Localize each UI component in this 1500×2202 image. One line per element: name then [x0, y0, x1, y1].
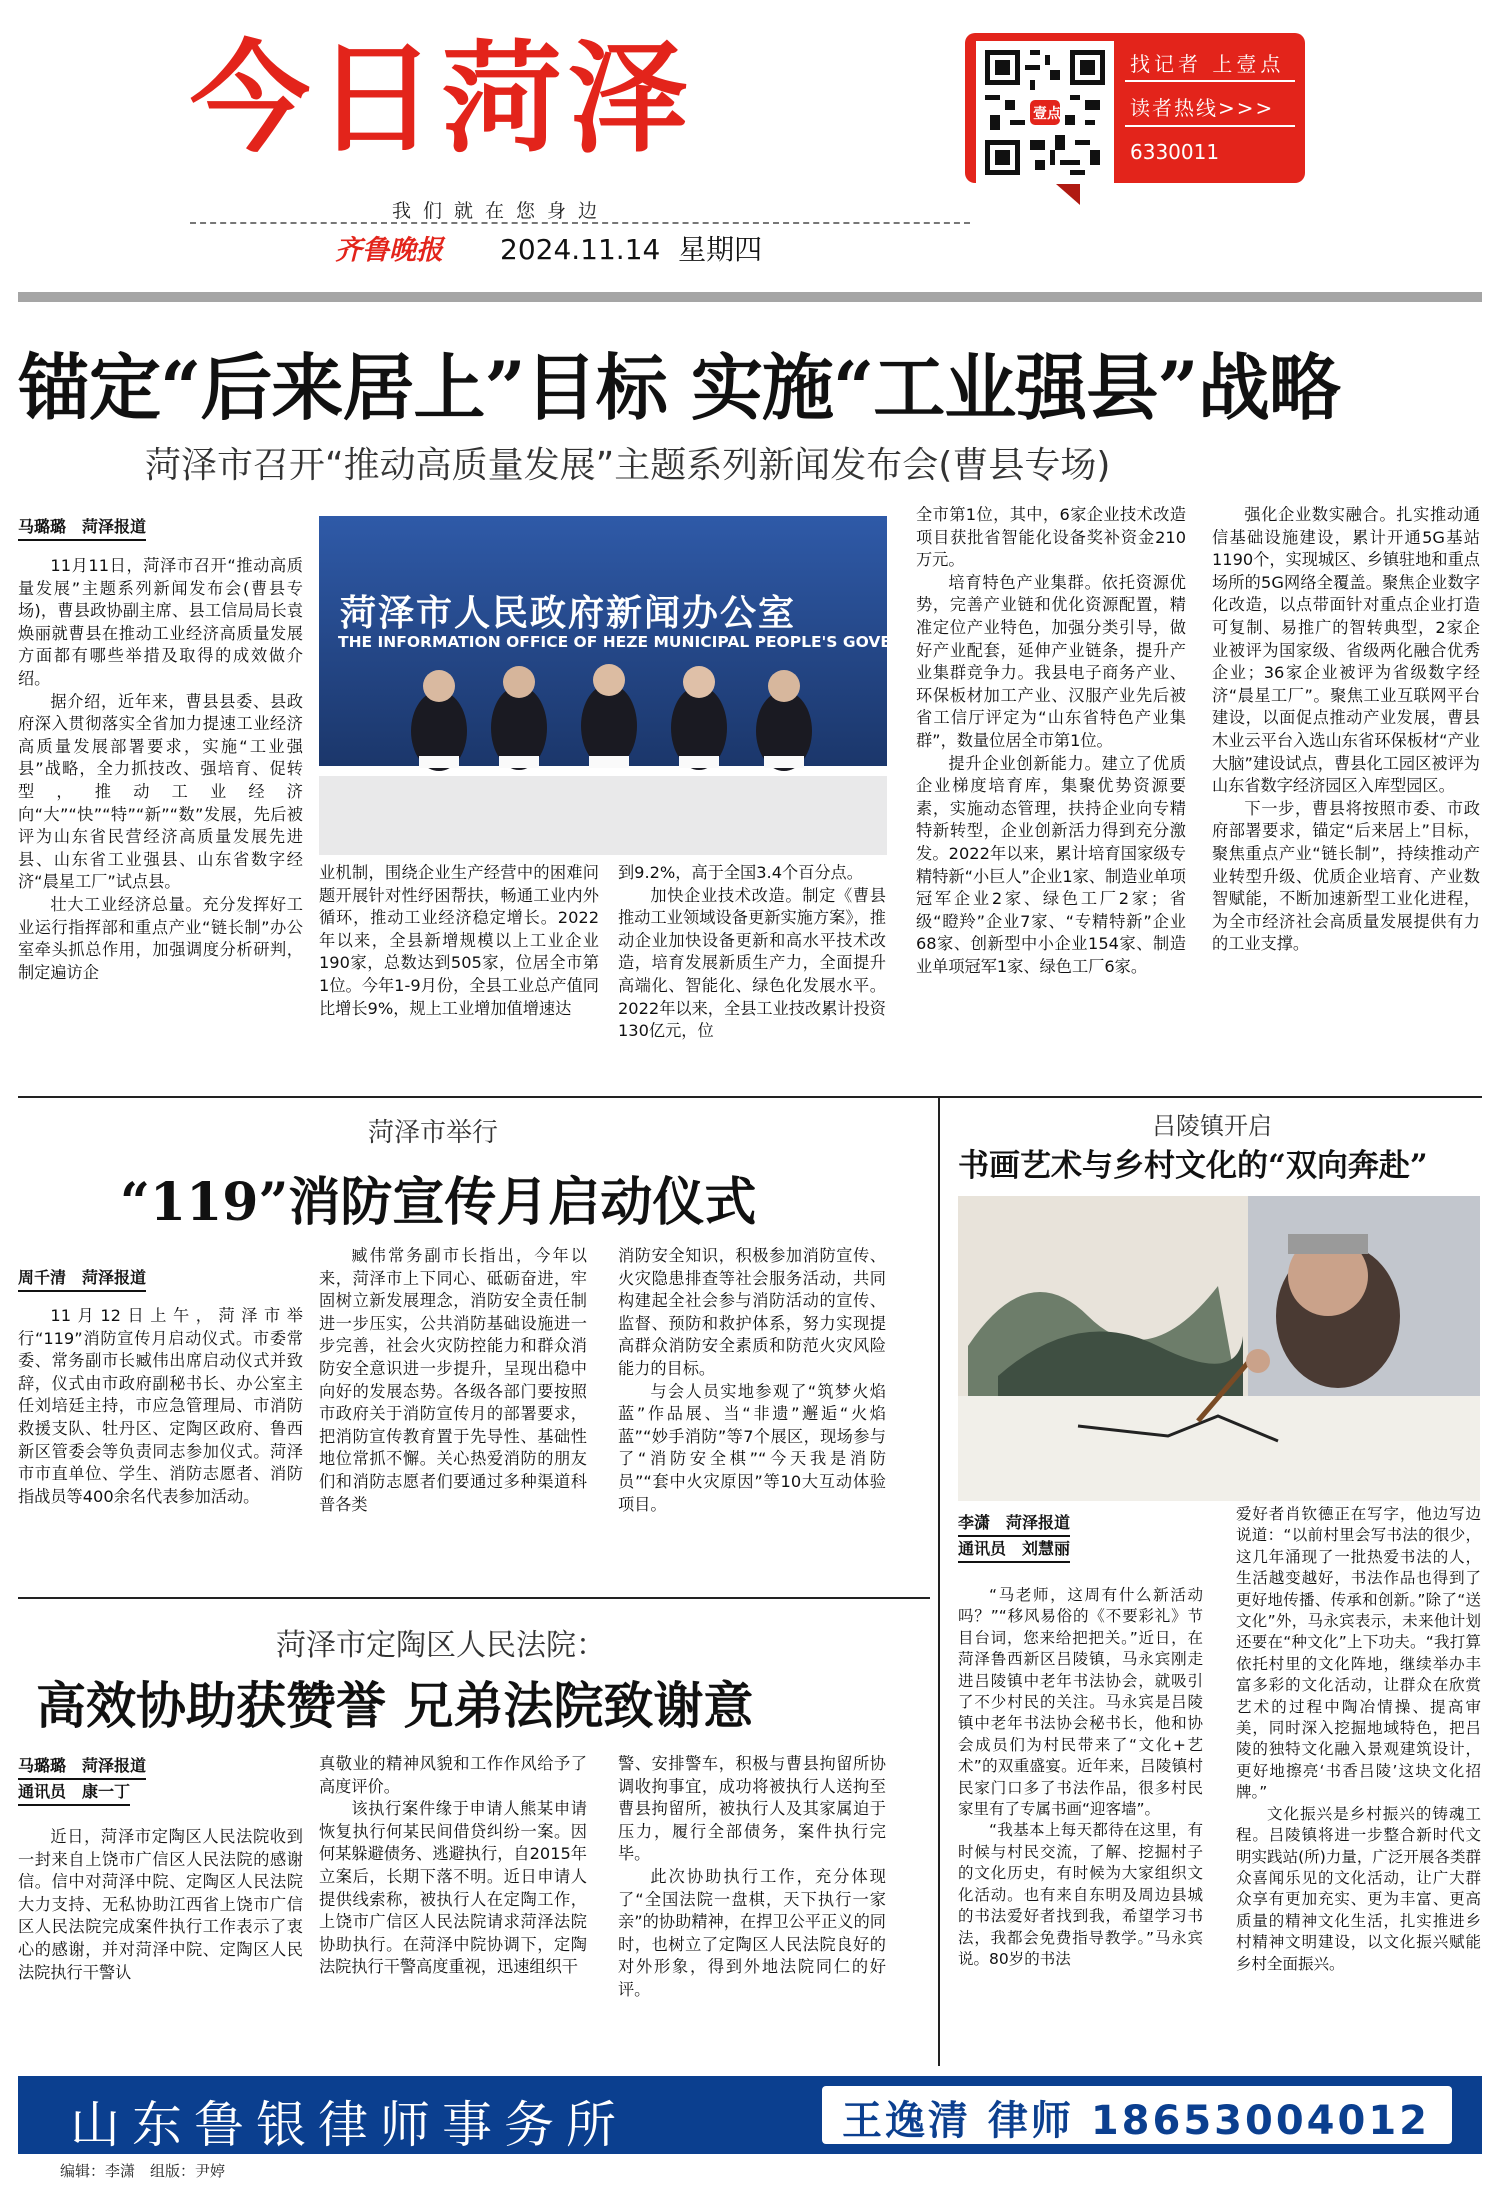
court-byline: 马璐璐 菏泽报道 — [18, 1753, 146, 1780]
art-column-1 — [958, 1585, 1203, 2067]
lead-byline: 马璐璐 菏泽报道 — [18, 514, 146, 541]
fire-column-1 — [18, 1305, 303, 1575]
art-byline-correspondent: 通讯员 刘慧丽 — [958, 1536, 1070, 1563]
paragraph: 下一步，曹县将按照市委、市政府部署要求，锚定“后来居上”目标，聚焦重点产业“链长制”，持续推动产业转型升级、优质企业培育、产业数智赋能，不断加速新型工业化进程，为全市经济社会高质量发展提供有力的工业支撑。 — [1212, 798, 1480, 954]
art-kicker: 吕陵镇开启 — [1152, 1112, 1272, 1140]
paragraph: 11月11日，菏泽市召开“推动高质量发展”主题系列新闻发布会(曹县专场)，曹县政协副主席、县工信局局长袁焕丽就曹县在推动工业经济高质量发展方面都有哪些举措及取得的成效做介绍。 — [18, 556, 303, 688]
paragraph: 此次协助执行工作，充分体现了“全国法院一盘棋，天下执行一家亲”的协助精神，在捍卫公平正义的同时，也树立了定陶区人民法院良好的对外形象，得到外地法院同仁的好评。 — [618, 1866, 886, 1999]
calligrapher-photo — [958, 1196, 1480, 1501]
paragraph: 业机制，围绕企业生产经营中的困难问题开展针对性纾困帮扶，畅通工业内外循环，推动工业经济稳定增长。2022年以来，全县新增规模以上工业企业190家，总数达到505家，位居全市第1位。今年1-9月份，全县工业总产值同比增长9%，规上工业增加值增速达 — [319, 863, 599, 1018]
fire-column-3 — [618, 1245, 886, 1575]
lead-column-2 — [319, 862, 599, 1077]
paragraph: 提升企业创新能力。建立了优质企业梯度培育库，集聚优势资源要素，实施动态管理，扶持企业向专精特新转型，企业创新活力得到充分激发。2022年以来，累计培育国家级专精特新“小巨人”企业1家、制造业单项冠军企业2家、绿色工厂2家；省级“瞪羚”企业7家、“专精特新”企业68家、创新型中小企业154家、制造业单项冠军1家、绿色工厂6家。 — [916, 753, 1186, 976]
promo-divider — [1125, 80, 1295, 82]
paragraph: 近日，菏泽市定陶区人民法院收到一封来自上饶市广信区人民法院的感谢信。信中对菏泽中院、定陶区人民法院大力支持、无私协助江西省上饶市广信区人民法院完成案件执行工作表示了衷心的感谢，并对菏泽中院、定陶区人民法院执行干警认 — [18, 1827, 303, 1982]
masthead-divider — [190, 222, 970, 224]
paragraph: 警、安排警车，积极与曹县拘留所协调收拘事宜，成功将被执行人送拘至曹县拘留所，被执行人及其家属迫于压力，履行全部债务，案件执行完毕。 — [618, 1754, 886, 1864]
fire-kicker: 菏泽市举行 — [368, 1118, 499, 1148]
paragraph: 全市第1位，其中，6家企业技术改造项目获批省智能化设备奖补资金210万元。 — [916, 505, 1186, 570]
paragraph: 加快企业技术改造。制定《曹县推动工业领域设备更新实施方案》，推动企业加快设备更新和高水平技术改造，培育发展新质生产力，全面提升高端化、智能化、绿色化发展水平。2022年以来，全县工业技改累计投资130亿元，位 — [618, 885, 886, 1041]
promo-hotline-number: 6330011 — [1130, 140, 1220, 164]
court-column-2 — [319, 1753, 587, 2066]
fire-column-2 — [319, 1245, 587, 1575]
paragraph: 文化振兴是乡村振兴的铸魂工程。吕陵镇将进一步整合新时代文明实践站(所)力量，广泛开展各类群众喜闻乐见的文化活动，让广大群众享有更加充实、更为丰富、更高质量的精神文化生活，扎实推进乡村精神文明建设，以文化振兴赋能乡村全面振兴。 — [1236, 1804, 1481, 1973]
fire-headline: “119”消防宣传月启动仪式 — [120, 1172, 757, 1233]
fire-byline: 周千清 菏泽报道 — [18, 1265, 146, 1292]
issue-date-value: 2024.11.14 — [500, 233, 661, 266]
paragraph: 爱好者肖钦德正在写字，他边写边说道：“以前村里会写书法的很少，这几年涌现了一批热爱书法的人，生活越变越好，书法作品也得到了更好地传播、传承和创新。”除了“送文化”外，马永宾表示，未来他计划还要在“种文化”上下功夫。“我打算依托村里的文化阵地，继续举办丰富多彩的文化活动，让群众在欣赏艺术的过程中陶冶情操、提高审美，同时深入挖掘地域特色，把吕陵的独特文化融入景观建筑设计，更好地擦亮‘书香吕陵’这块文化招牌。” — [1236, 1505, 1481, 1802]
paragraph: 11月12日上午，菏泽市举行“119”消防宣传月启动仪式。市委常委、常务副市长臧伟出席启动仪式并致辞，仪式由市政府副秘书长、办公室主任刘培廷主持，市应急管理局、市消防救援支队、牡丹区、定陶区政府、鲁西新区管委会等负责同志参加仪式。菏泽市市直单位、学生、消防志愿者、消防指战员等400余名代表参加活动。 — [18, 1306, 303, 1506]
lead-headline: 锚定“后来居上”目标 实施“工业强县”战略 — [18, 345, 1340, 430]
paragraph: 强化企业数实融合。扎实推动通信基础设施建设，累计开通5G基站1190个，实现城区、乡镇驻地和重点场所的5G网络全覆盖。聚焦企业数字化改造，以点带面针对重点企业打造可复制、易推广的智转典型，2家企业被评为国家级、省级两化融合优秀企业；36家企业被评为省级数字经济“晨星工厂”。聚焦工业互联网平台建设，以面促点推动产业发展，曹县木业云平台入选山东省环保板材“产业大脑”建设试点，曹县化工园区被评为山东省数字经济园区入库型园区。 — [1212, 505, 1480, 796]
paragraph: 消防安全知识，积极参加消防宣传、火灾隐患排查等社会服务活动，共同构建起全社会参与消防活动的宣传、监督、预防和救护体系，努力实现提高群众消防安全素质和防范火灾风险能力的目标。 — [618, 1246, 886, 1378]
paragraph: 据介绍，近年来，曹县县委、县政府深入贯彻落实全省加力提速工业经济高质量发展部署要求，实施“工业强县”战略，全力抓技改、强培育、促转型，推动工业经济向“大”“快”“特”“新”“数”发展，先后被评为山东省民营经济高质量发展先进县、山东省工业强县、山东省数字经济“晨星工厂”试点县。 — [18, 691, 303, 892]
lead-column-1 — [18, 555, 303, 1075]
paragraph: 培育特色产业集群。依托资源优势，完善产业链和优化资源配置，精准定位产业特色，加强分类引导，做好产业配套，延伸产业链条，提升产业集群竞争力。我县电子商务产业、环保板材加工产业、汉服产业先后被省工信厅评定为“山东省特色产业集群”，数量位居全市第1位。 — [916, 572, 1186, 750]
court-column-1 — [18, 1826, 303, 2066]
lead-subhead: 菏泽市召开“推动高质量发展”主题系列新闻发布会(曹县专场) — [145, 445, 1111, 486]
art-headline: 书画艺术与乡村文化的“双向奔赴” — [958, 1148, 1428, 1184]
paragraph: 该执行案件缘于申请人熊某申请恢复执行何某民间借贷纠纷一案。因何某躲避债务、逃避执行，自2015年立案后，长期下落不明。近日申请人提供线索称，被执行人在定陶工作，上饶市广信区人民法院请求菏泽法院协助执行。在菏泽中院协调下，定陶法院执行干警高度重视，迅速组织干 — [319, 1799, 587, 1977]
paragraph: 到9.2%，高于全国3.4个百分点。 — [618, 863, 863, 882]
lead-column-3 — [618, 862, 886, 1077]
section-divider — [18, 1096, 1482, 1098]
qr-logo-label: 壹点 — [1033, 106, 1061, 122]
publication-name: 齐鲁晚报 — [335, 235, 443, 266]
masthead-slogan: 我们就在您身边 — [392, 200, 610, 222]
court-headline: 高效协助获赞誉 兄弟法院致谢意 — [36, 1676, 754, 1735]
photo-sign-english: THE INFORMATION OFFICE OF HEZE MUNICIPAL PEOPLE'S GOVERNMENT — [338, 633, 966, 651]
paragraph: “马老师，这周有什么新活动吗？”“移风易俗的《不要彩礼》节目台词，您来给把把关。”近日，在菏泽鲁西新区吕陵镇，马永宾刚走进吕陵镇中老年书法协会，就吸引了不少村民的关注。马永宾是吕陵镇中老年书法协会秘书长，他和协会成员们为村民带来了“文化+艺术”的双重盛宴。近年来，吕陵镇村民家门口多了书法作品，很多村民家里有了专属书画“迎客墙”。 — [958, 1586, 1203, 1819]
section-divider — [18, 1597, 930, 1599]
photo-sign-chinese: 菏泽市人民政府新闻办公室 — [340, 593, 797, 634]
court-kicker: 菏泽市定陶区人民法院： — [276, 1628, 606, 1663]
law-firm-contact: 王逸清 律师 18653004012 — [842, 2098, 1431, 2144]
paragraph: “我基本上每天都待在这里，有时候与村民交流，了解、挖掘村子的文化历史，有时候为大家组织文化活动。也有来自东明及周边县城的书法爱好者找到我，希望学习书法，我都会免费指导教学。”马永宾说。80岁的书法 — [958, 1821, 1203, 1968]
promo-hotline-label: 读者热线>>> — [1130, 96, 1275, 120]
law-firm-name: 山东鲁银律师事务所 — [70, 2096, 628, 2154]
masthead-title: 今日菏泽 — [190, 30, 694, 169]
editor-credits: 编辑：李潇 组版：尹婷 — [60, 2162, 226, 2180]
court-column-3 — [618, 1753, 886, 2066]
press-conference-photo — [319, 516, 887, 855]
lead-column-4 — [916, 504, 1186, 1079]
promo-find-reporter: 找记者 上壹点 — [1130, 52, 1285, 76]
issue-date — [500, 228, 762, 268]
masthead-bar — [18, 292, 1482, 302]
court-byline-correspondent: 通讯员 康一丁 — [18, 1779, 130, 1806]
paragraph: 真敬业的精神风貌和工作作风给予了高度评价。 — [319, 1754, 587, 1796]
lead-column-5 — [1212, 504, 1480, 1079]
paragraph: 臧伟常务副市长指出，今年以来，菏泽市上下同心、砥砺奋进，牢固树立新发展理念，消防安全责任制进一步压实，公共消防基础设施进一步完善，社会火灾防控能力和群众消防安全意识进一步提升，呈现出稳中向好的发展态势。各级各部门要按照市政府关于消防宣传月的部署要求，把消防宣传教育置于先导性、基础性地位常抓不懈。关心热爱消防的朋友们和消防志愿者们要通过多种渠道科普各类 — [319, 1246, 587, 1514]
art-byline: 李潇 菏泽报道 — [958, 1510, 1070, 1537]
paragraph: 与会人员实地参观了“筑梦火焰蓝”作品展、当“非遗”邂逅“火焰蓝”“妙手消防”等7个展区，现场参与了“消防安全棋”“今天我是消防员”“套中火灾原因”等10大互动体验项目。 — [618, 1381, 886, 1514]
promo-divider — [1125, 125, 1295, 127]
art-column-2 — [1236, 1504, 1481, 2067]
column-divider — [938, 1096, 940, 2066]
issue-weekday: 星期四 — [678, 233, 763, 266]
paragraph: 壮大工业经济总量。充分发挥好工业运行指挥部和重点产业“链长制”办公室牵头抓总作用，加强调度分析研判，制定遍访企 — [18, 894, 303, 982]
